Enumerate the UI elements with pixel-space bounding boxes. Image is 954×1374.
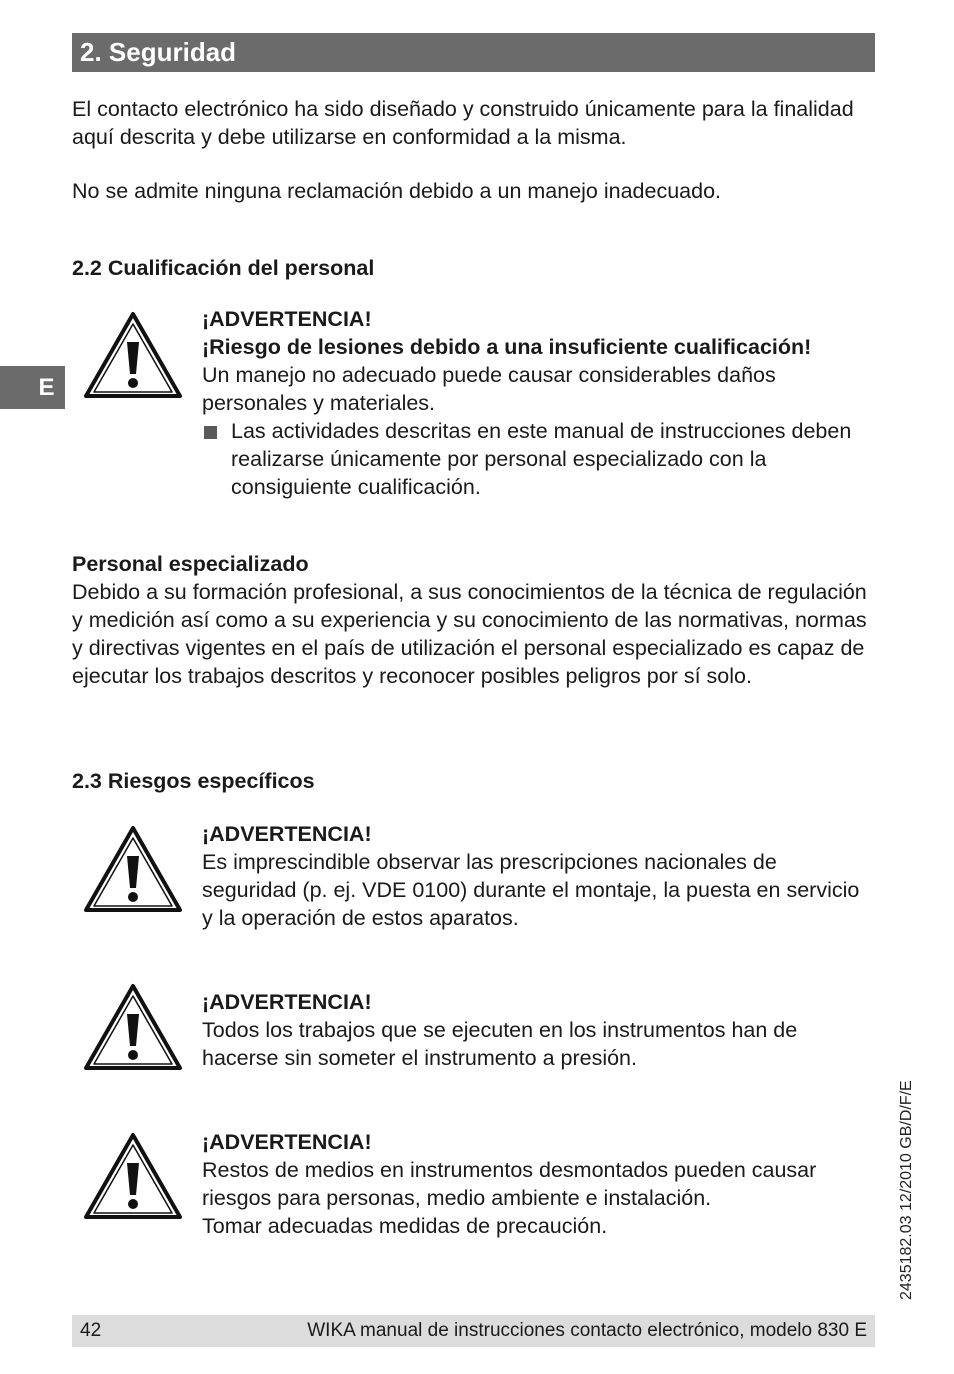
section-heading-2-3: 2.3 Riesgos específicos: [72, 769, 315, 793]
warning-triangle-icon: [82, 982, 184, 1072]
language-tab: E: [0, 366, 65, 409]
warning-box-qualification: [202, 305, 874, 501]
warning-triangle-icon: [82, 1131, 184, 1221]
warning-text: Es imprescindible observar las prescripciones nacionales de seguridad (p. ej. VDE 0100) durante el montaje, la puesta en servicio y la operación de estos aparatos.: [202, 850, 860, 930]
page-footer: [72, 1315, 875, 1347]
personal-heading: Personal especializado: [72, 552, 309, 576]
warning-label: ¡ADVERTENCIA!: [202, 990, 372, 1014]
document-code: 2435182.03 12/2010 GB/D/F/E: [898, 1080, 915, 1300]
list-item: [202, 417, 874, 501]
warning-box-regulations: [202, 820, 874, 932]
warning-text: Un manejo no adecuado puede causar considerables daños personales y materiales.: [202, 363, 776, 415]
warning-subtitle: ¡Riesgo de lesiones debido a una insuficiente cualificación!: [202, 335, 812, 359]
intro-paragraph-2: No se admite ninguna reclamación debido a un manejo inadecuado.: [72, 179, 722, 203]
bullet-text: Las actividades descritas en este manual de instrucciones deben realizarse únicamente por personal especializado con la consiguiente cualificación.: [231, 419, 852, 499]
personal-paragraph: Debido a su formación profesional, a sus conocimientos de la técnica de regulación y medición así como a su experiencia y su conocimiento de las normativas, normas y directivas vigentes en el país de utilización el personal especializado es capaz de ejecutar los trabajos descritos y reconocer posibles peligros por sí solo.: [72, 580, 867, 688]
section-heading-2-2: 2.2 Cualificación del personal: [72, 256, 375, 280]
warning-triangle-icon: [82, 824, 184, 914]
warning-text: Restos de medios en instrumentos desmontados pueden causar riesgos para personas, medio ambiente e instalación.: [202, 1158, 817, 1210]
warning-triangle-icon: [82, 310, 184, 400]
warning-box-pressure: [202, 988, 874, 1072]
page-title: 2. Seguridad: [72, 33, 875, 72]
page-number: 42: [80, 1320, 102, 1341]
warning-label: ¡ADVERTENCIA!: [202, 822, 372, 846]
square-bullet-icon: [202, 417, 231, 501]
warning-label: ¡ADVERTENCIA!: [202, 1130, 372, 1154]
footer-text: WIKA manual de instrucciones contacto electrónico, modelo 830 E: [307, 1320, 867, 1341]
intro-paragraph-1: El contacto electrónico ha sido diseñado y construido únicamente para la finalidad aquí descrita y debe utilizarse en conformidad a la misma.: [72, 97, 854, 149]
warning-text-precaution: Tomar adecuadas medidas de precaución.: [202, 1214, 608, 1238]
warning-text: Todos los trabajos que se ejecuten en los instrumentos han de hacerse sin someter el instrumento a presión.: [202, 1018, 798, 1070]
warning-label: ¡ADVERTENCIA!: [202, 307, 372, 331]
warning-box-media-residues: [202, 1128, 874, 1240]
